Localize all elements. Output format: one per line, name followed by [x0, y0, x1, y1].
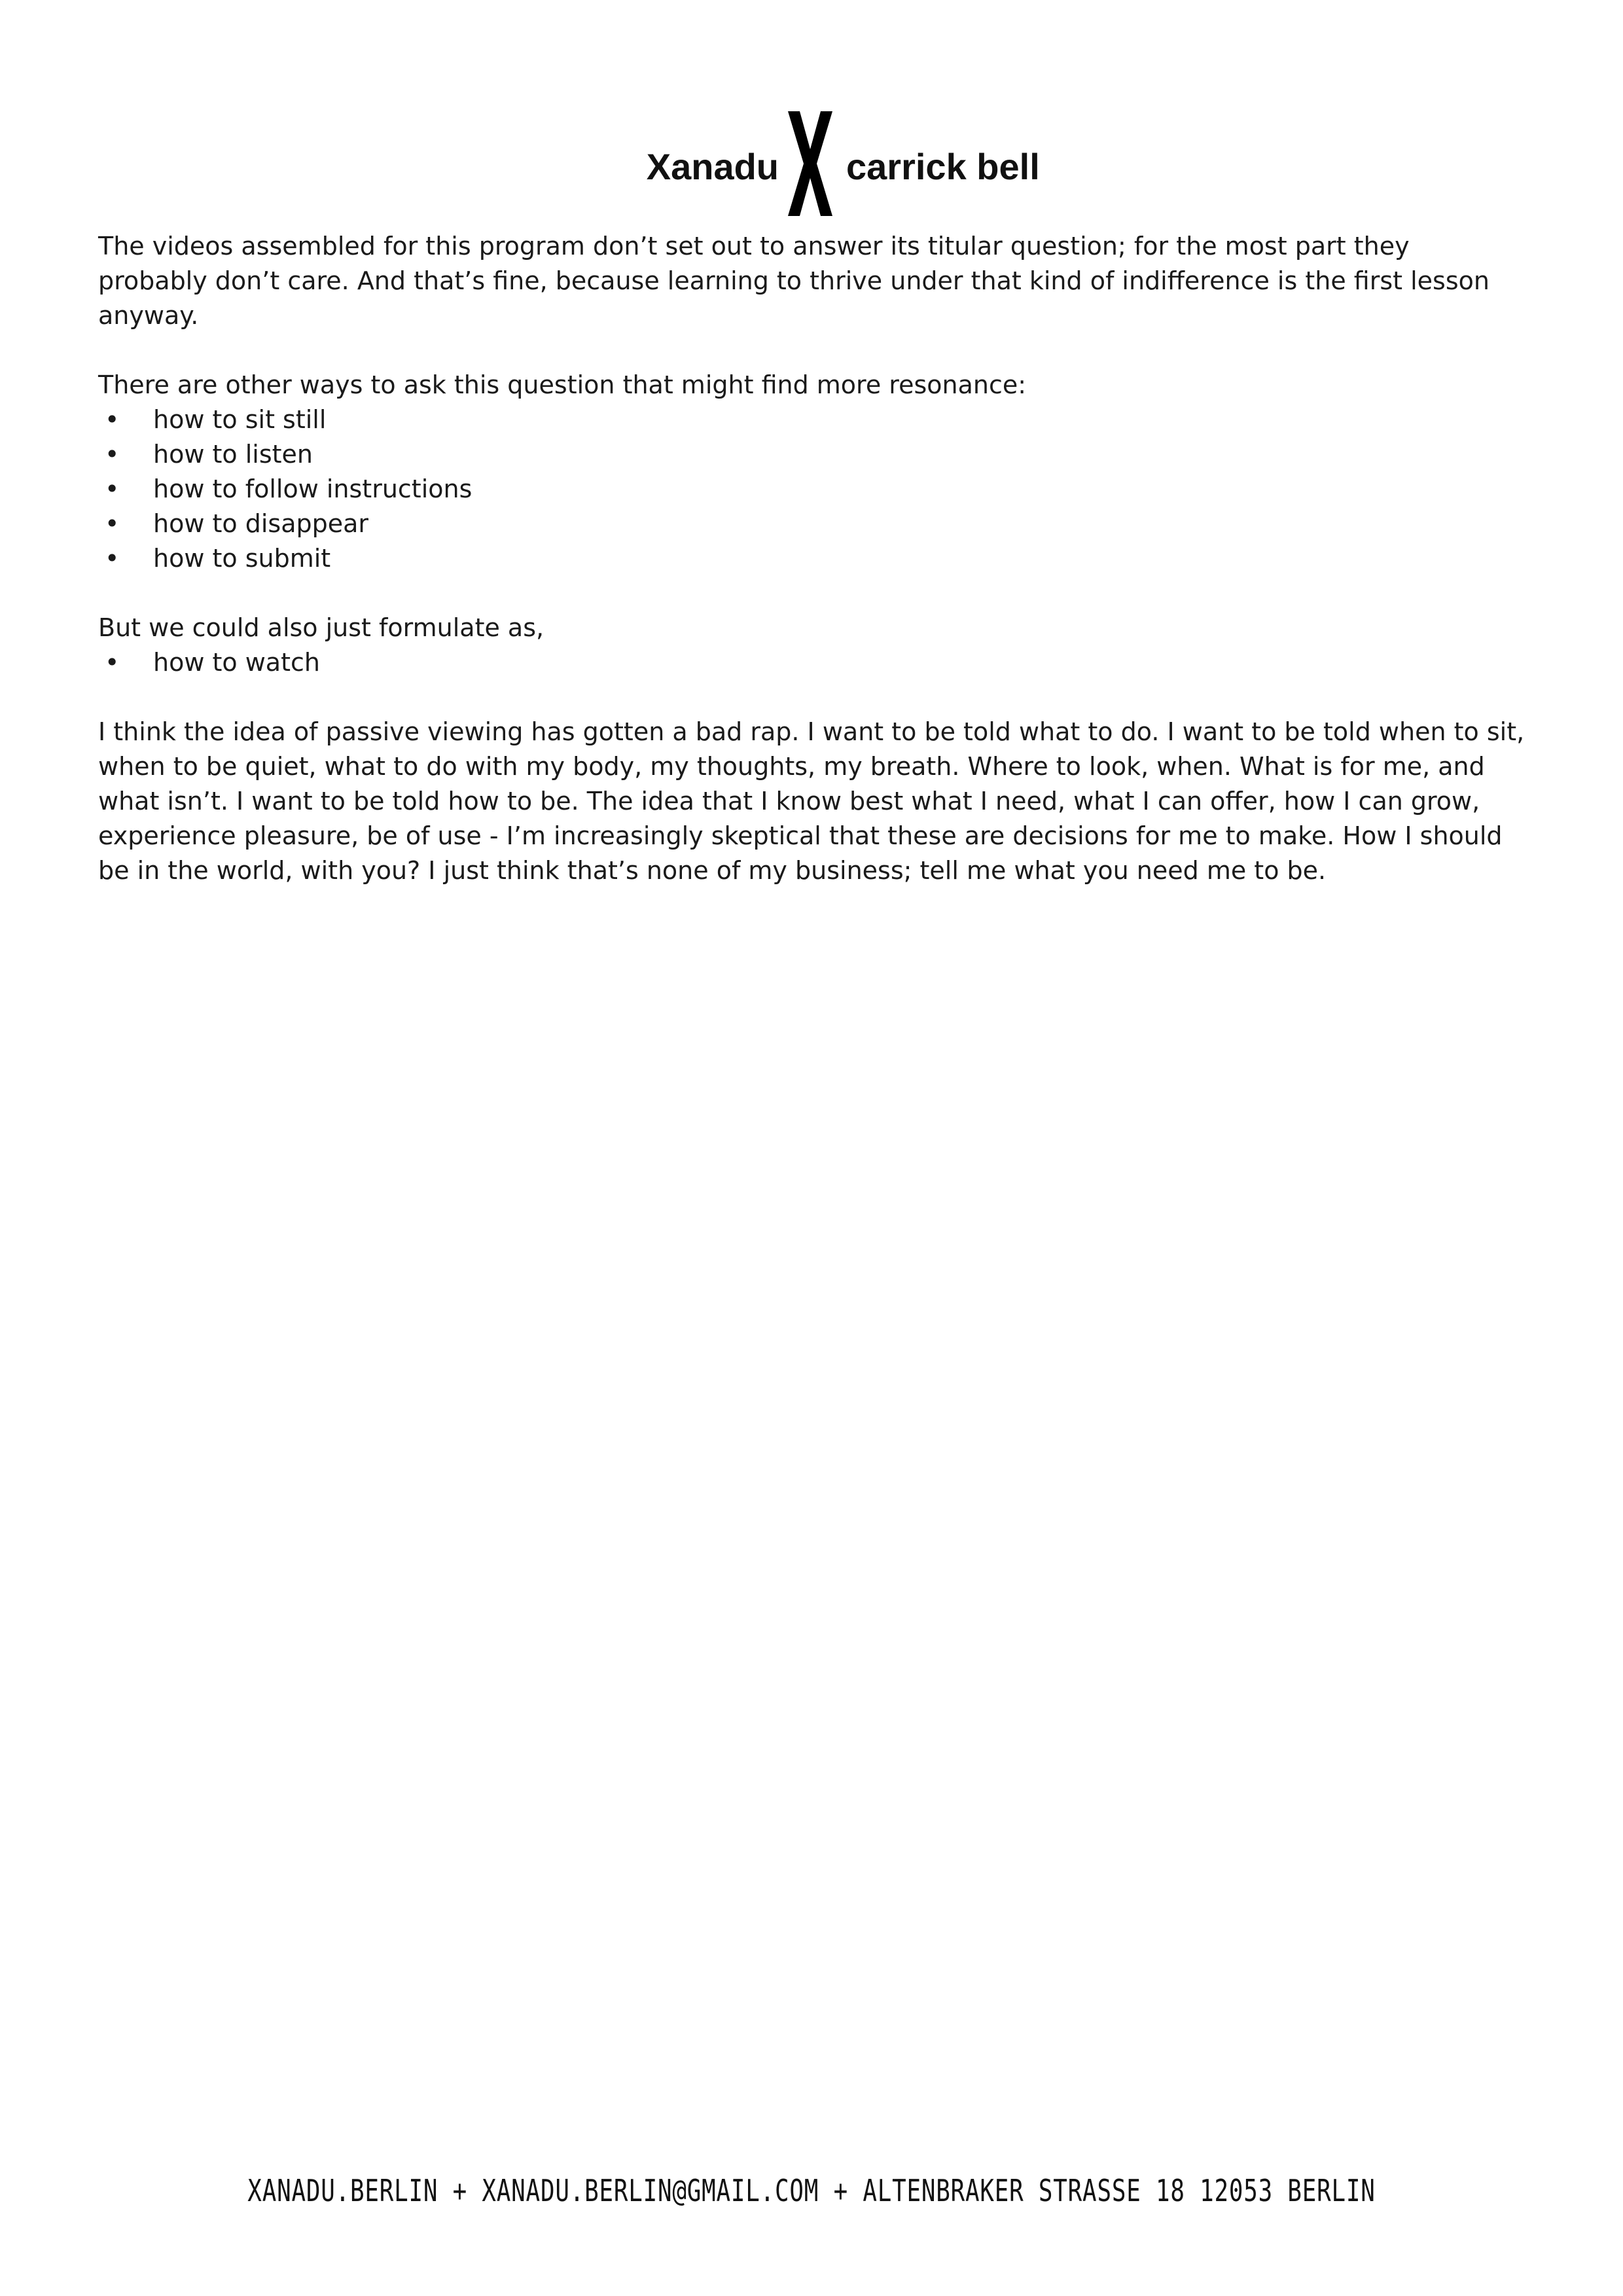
bullet-icon: •: [105, 648, 120, 677]
bullet-icon: •: [105, 544, 120, 573]
questions-list: [98, 403, 1525, 576]
list-item: [98, 437, 1525, 472]
x-logo-icon: [785, 111, 835, 216]
document-body: [98, 229, 1525, 923]
list-item-text: how to watch: [153, 648, 320, 677]
header-right-title: carrick bell: [846, 146, 1040, 187]
list-item-text: how to disappear: [153, 509, 369, 538]
questions-lead: There are other ways to ask this question that might find more resonance:: [98, 370, 1027, 399]
bullet-icon: •: [105, 509, 120, 538]
list-item: [98, 403, 1525, 437]
list-item: [98, 507, 1525, 541]
header-left-title: Xanadu: [646, 146, 779, 187]
bullet-icon: •: [105, 440, 120, 469]
bullet-icon: •: [105, 405, 120, 434]
list-item-text: how to follow instructions: [153, 475, 473, 503]
list-item-text: how to sit still: [153, 405, 327, 434]
list-item: [98, 472, 1525, 507]
footer-address: XANADU.BERLIN + XANADU.BERLIN@GMAIL.COM + ALTENBRAKER STRASSE 18 12053 BERLIN: [247, 2173, 1376, 2208]
formulate-lead: But we could also just formulate as,: [98, 613, 544, 642]
closing-paragraph: I think the idea of passive viewing has gotten a bad rap. I want to be told what to do. I want to be told when to sit, when to be quiet, what to do with my body, my thoughts, my breath. Where to look, when. What is for me, and what isn’t. I want to be told how to be. The idea that I know best what I need, what I can offer, how I can grow, experience pleasure, be of use - I’m increasingly skeptical that these are decisions for me to make. How I should be in the world, with you? I just think that’s none of my business; tell me what you need me to be.: [98, 717, 1525, 885]
formulate-list: [98, 645, 1525, 680]
list-item-text: how to submit: [153, 544, 331, 573]
intro-paragraph: The videos assembled for this program don’t set out to answer its titular question; for the most part they probably don’t care. And that’s fine, because learning to thrive under that kind of indifference is the first lesson anyway.: [98, 232, 1489, 330]
document-header: [0, 111, 1623, 223]
list-item: [98, 645, 1525, 680]
bullet-icon: •: [105, 475, 120, 503]
list-item-text: how to listen: [153, 440, 313, 469]
list-item: [98, 541, 1525, 576]
